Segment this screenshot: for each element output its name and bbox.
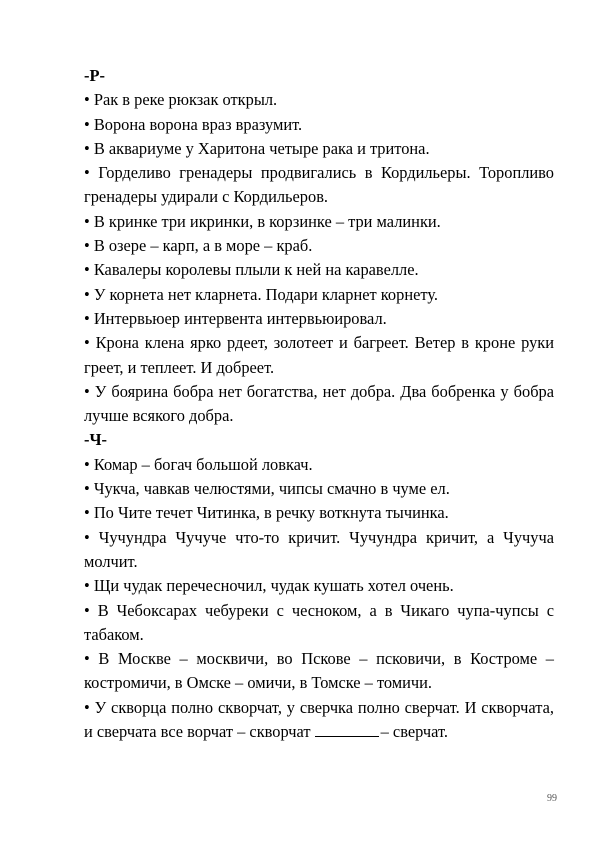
list-item: • Чучундра Чучуче что-то кричит. Чучундра кричит, а Чучуча молчит. — [84, 527, 554, 571]
list-item: • В кринке три икринки, в корзинке – три малинки. — [84, 211, 441, 231]
list-item: • В аквариуме у Харитона четыре рака и тритона. — [84, 138, 430, 158]
list-item: • По Чите течет Читинка, в речку воткнута тычинка. — [84, 503, 449, 523]
list-item: • Щи чудак перечесночил, чудак кушать хотел очень. — [84, 576, 454, 596]
final-item-text: • У скворца полно скворчат, у сверчка полно сверчат. И скворчата, и сверчата все ворчат – скворчат — [84, 697, 554, 742]
list-item: • Чукча, чавкав челюстями, чипсы смачно в чуме ел. — [84, 479, 450, 499]
final-item-ending: – сверчат. — [380, 722, 449, 742]
fill-in-blank — [315, 722, 379, 737]
section-heading-ch: -Ч- — [84, 430, 107, 450]
list-item: • В озере – карп, а в море – краб. — [84, 236, 313, 256]
list-item: • Ворона ворона враз вразумит. — [84, 114, 303, 134]
list-item: • У боярина бобра нет богатства, нет добра. Два бобренка у бобра лучше всякого добра. — [84, 381, 554, 426]
list-item: • В Москве – москвичи, во Пскове – псковичи, в Костроме –костромичи, в Омске – омичи, в Томске – томичи. — [84, 649, 554, 693]
list-item: • Интервьюер интервента интервьюировал. — [84, 308, 387, 328]
page-number: 99 — [547, 793, 557, 804]
list-item: • Крона клена ярко рдеет, золотеет и багреет. Ветер в кроне руки греет, и теплеет. И добреет. — [84, 333, 554, 377]
list-item: • Кавалеры королевы плыли к ней на каравелле. — [84, 260, 419, 280]
tongue-twister-list — [84, 64, 554, 744]
list-item: • У корнета нет кларнета. Подари кларнет корнету. — [84, 284, 438, 304]
list-item: • В Чебоксарах чебуреки с чесноком, а в Чикаго чупа-чупсы с табаком. — [84, 600, 554, 644]
list-item-final — [84, 696, 554, 745]
section-heading-r: -Р- — [84, 66, 105, 85]
list-item: • Горделиво гренадеры продвигались в Кордильеры. Торопливо гренадеры удирали с Кордильеров. — [84, 163, 554, 207]
list-item: • Рак в реке рюкзак открыл. — [84, 90, 278, 110]
list-item: • Комар – богач большой ловкач. — [84, 454, 313, 474]
